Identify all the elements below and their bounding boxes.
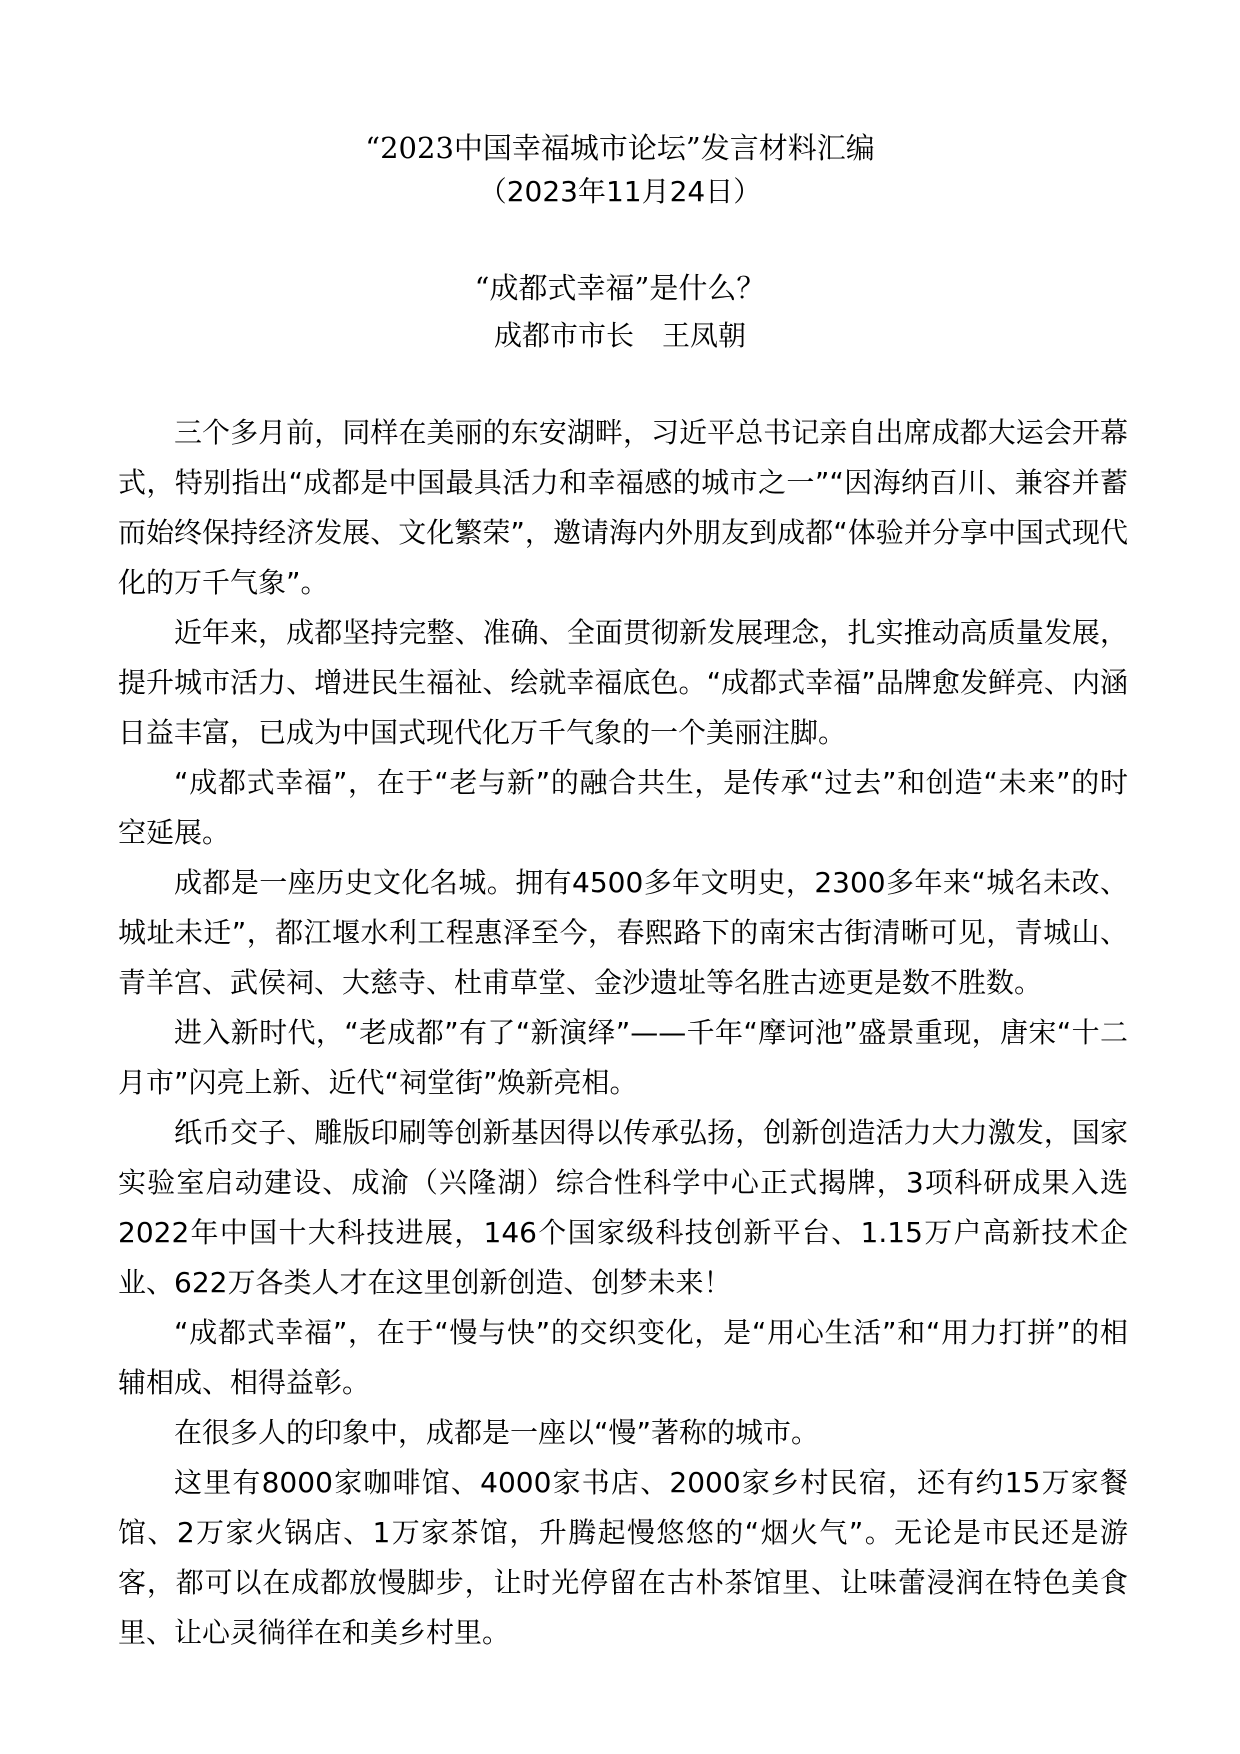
- paragraph: 在很多人的印象中，成都是一座以“慢”著称的城市。: [174, 1416, 820, 1449]
- document-title: “2023中国幸福城市论坛”发言材料汇编: [365, 131, 875, 165]
- paragraph: “成都式幸福”，在于“老与新”的融合共生，是传承“过去”和创造“未来”的时空延展。: [118, 766, 1128, 849]
- paragraph: “成都式幸福”，在于“慢与快”的交织变化，是“用心生活”和“用力打拼”的相辅相成、相得益彰。: [118, 1316, 1128, 1399]
- speech-title: “成都式幸福”是什么？: [474, 271, 766, 305]
- paragraph: 进入新时代，“老成都”有了“新演绎”——千年“摩诃池”盛景重现，唐宋“十二月市”闪亮上新、近代“祠堂街”焕新亮相。: [118, 1016, 1128, 1099]
- paragraph: 成都是一座历史文化名城。拥有4500多年文明史，2300多年来“城名未改、城址未迁”，都江堰水利工程惠泽至今，春熙路下的南宋古街清晰可见，青城山、青羊宫、武侯祠、大慈寺、杜甫草堂、金沙遗址等名胜古迹更是数不胜数。: [118, 866, 1128, 999]
- speech-body: [118, 408, 1128, 1658]
- document-date: （2023年11月24日）: [478, 175, 762, 208]
- paragraph: 近年来，成都坚持完整、准确、全面贯彻新发展理念，扎实推动高质量发展，提升城市活力、增进民生福祉、绘就幸福底色。“成都式幸福”品牌愈发鲜亮、内涵日益丰富，已成为中国式现代化万千气象的一个美丽注脚。: [118, 616, 1128, 749]
- speaker-line: 成都市市长 王凤朝: [493, 319, 746, 352]
- paragraph: 纸币交子、雕版印刷等创新基因得以传承弘扬，创新创造活力大力激发，国家实验室启动建设、成渝（兴隆湖）综合性科学中心正式揭牌，3项科研成果入选2022年中国十大科技进展，146个国家级科技创新平台、1.15万户高新技术企业、622万各类人才在这里创新创造、创梦未来！: [118, 1116, 1128, 1299]
- paragraph: 这里有8000家咖啡馆、4000家书店、2000家乡村民宿，还有约15万家餐馆、2万家火锅店、1万家茶馆，升腾起慢悠悠的“烟火气”。无论是市民还是游客，都可以在成都放慢脚步，让时光停留在古朴茶馆里、让味蕾浸润在特色美食里、让心灵徜徉在和美乡村里。: [118, 1466, 1128, 1649]
- paragraph: 三个多月前，同样在美丽的东安湖畔，习近平总书记亲自出席成都大运会开幕式，特别指出“成都是中国最具活力和幸福感的城市之一”“因海纳百川、兼容并蓄而始终保持经济发展、文化繁荣”，邀请海内外朋友到成都“体验并分享中国式现代化的万千气象”。: [118, 416, 1128, 599]
